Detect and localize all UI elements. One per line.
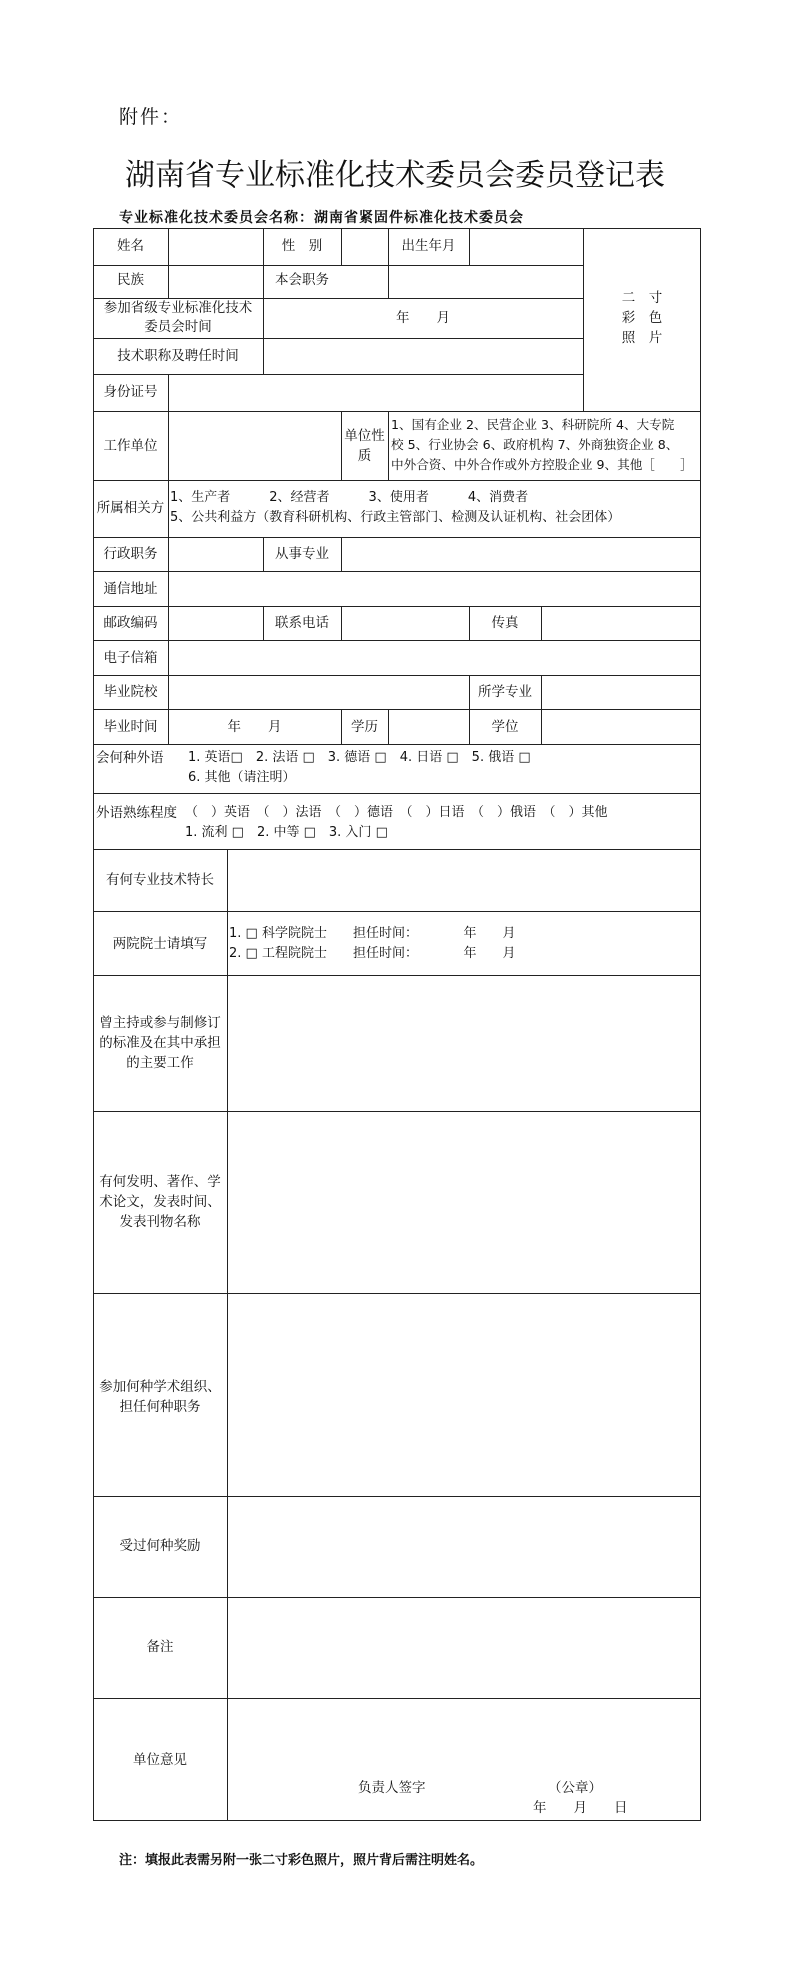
work-unit-label: 工作单位 (103, 438, 158, 454)
photo-label-3: 照 片 (621, 330, 663, 346)
academic-label-2: 担任何种职务 (119, 1399, 201, 1415)
stakeholder-label: 所属相关方 (96, 500, 165, 516)
stakeholder-options-1: 1、生产者 2、经营者 3、使用者 4、消费者 (170, 490, 529, 505)
proficiency-options-1: （ ）英语 （ ）法语 （ ）德语 （ ）日语 （ ）俄语 （ ）其他 (185, 805, 608, 820)
name-label: 姓名 (117, 238, 144, 254)
photo-label-2: 彩 色 (621, 310, 663, 326)
join-time-value: 年 月 (396, 310, 450, 326)
inventions-label-3: 发表刊物名称 (119, 1214, 201, 1230)
major-label: 所学专业 (478, 684, 532, 700)
unit-type-label-1: 单位性 (344, 428, 385, 444)
education-label: 学历 (351, 719, 378, 735)
page-title: 湖南省专业标准化技术委员会委员登记表 (125, 158, 665, 193)
committee-label: 专业标准化技术委员会名称： (119, 210, 314, 226)
languages-options-2: 6. 其他（请注明） (188, 770, 296, 785)
join-time-label-2: 委员会时间 (144, 319, 212, 335)
attachment-label: 附件： (119, 106, 183, 128)
registration-form (93, 228, 701, 1821)
photo-label-1: 二 寸 (621, 290, 663, 306)
unit-opinion-label: 单位意见 (133, 1752, 187, 1768)
signature-label: 负责人签字 (358, 1780, 426, 1796)
committee-line (119, 207, 524, 227)
admin-position-label: 行政职务 (103, 546, 158, 562)
proficiency-options-2: 1. 流利 □ 2. 中等 □ 3. 入门 □ (185, 825, 388, 840)
email-label: 电子信箱 (103, 650, 158, 666)
grad-time-label: 毕业时间 (103, 719, 158, 735)
awards-label: 受过何种奖励 (119, 1538, 201, 1554)
seal-label: （公章） (548, 1780, 602, 1796)
languages-label: 会何种外语 (96, 750, 164, 766)
grad-time-value: 年 月 (227, 719, 282, 735)
postcode-label: 邮政编码 (103, 615, 158, 631)
remarks-label: 备注 (146, 1639, 174, 1655)
unit-type-options-3: 中外合资、中外合作或外方控股企业 9、其他［ ］ (391, 457, 693, 472)
degree-label: 学位 (491, 719, 519, 735)
specialty-label: 有何专业技术特长 (106, 872, 214, 888)
proficiency-label: 外语熟练程度 (96, 805, 177, 821)
committee-name: 湖南省紧固件标准化技术委员会 (314, 210, 524, 226)
profession-label: 从事专业 (275, 546, 329, 562)
address-label: 通信地址 (103, 581, 158, 597)
date-label: 年 月 日 (533, 1800, 628, 1816)
gender-label: 性 别 (281, 238, 323, 254)
academician-label: 两院院士请填写 (112, 936, 208, 952)
languages-options-1: 1. 英语□ 2. 法语 □ 3. 德语 □ 4. 日语 □ 5. 俄语 □ (188, 750, 531, 765)
unit-type-label-2: 质 (357, 448, 372, 464)
academician-option-1: 1. □ 科学院院士 担任时间： 年 月 (229, 926, 516, 941)
ethnicity-label: 民族 (117, 272, 144, 288)
title-time-label: 技术职称及聘任时间 (117, 348, 239, 364)
committee-position-label: 本会职务 (275, 272, 329, 288)
academic-label-1: 参加何种学术组织、 (99, 1379, 221, 1395)
standards-label-2: 的标准及在其中承担 (99, 1035, 221, 1051)
unit-type-options-1: 1、国有企业 2、民营企业 3、科研院所 4、大专院 (391, 417, 675, 432)
standards-label-3: 的主要工作 (126, 1055, 194, 1071)
standards-label-1: 曾主持或参与制修订 (99, 1015, 221, 1031)
unit-type-options-2: 校 5、行业协会 6、政府机构 7、外商独资企业 8、 (391, 437, 679, 452)
stakeholder-options-2: 5、公共利益方（教育科研机构、行政主管部门、检测及认证机构、社会团体） (170, 510, 621, 525)
id-number-label: 身份证号 (103, 384, 158, 400)
school-label: 毕业院校 (103, 684, 158, 700)
footer-note: 注：填报此表需另附一张二寸彩色照片，照片背后需注明姓名。 (119, 1853, 484, 1868)
academician-option-2: 2. □ 工程院院士 担任时间： 年 月 (229, 946, 516, 961)
inventions-label-2: 术论文，发表时间、 (99, 1194, 221, 1210)
inventions-label-1: 有何发明、著作、学 (99, 1174, 221, 1190)
birth-label: 出生年月 (401, 238, 456, 254)
fax-label: 传真 (491, 615, 519, 631)
phone-label: 联系电话 (275, 615, 329, 631)
join-time-label-1: 参加省级专业标准化技术 (103, 300, 253, 316)
